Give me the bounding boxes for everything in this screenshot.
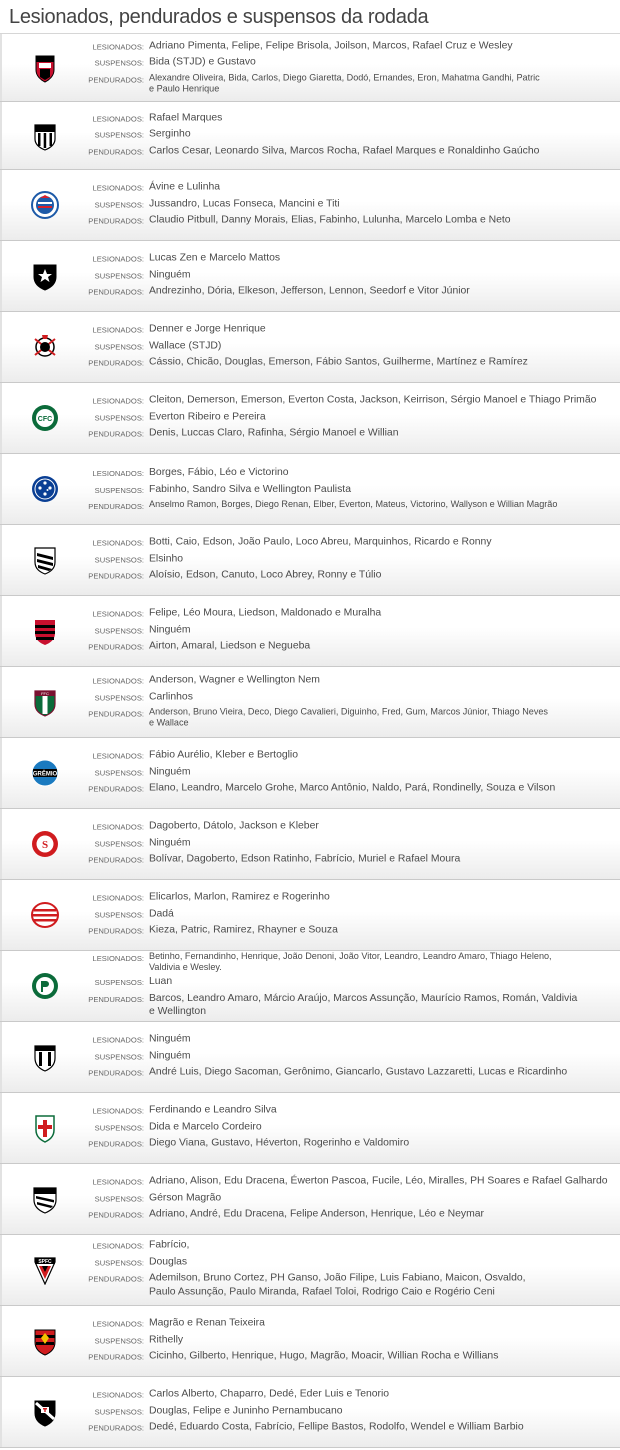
warned-line <box>0 1420 620 1437</box>
warned-label: PENDURADOS: <box>88 146 144 156</box>
injured-label: LESIONADOS: <box>92 396 144 406</box>
team-status-lines <box>0 393 620 443</box>
suspended-players: Carlinhos <box>149 691 193 702</box>
team-row <box>0 1235 620 1306</box>
suspended-line <box>0 197 620 214</box>
injured-label: LESIONADOS: <box>92 953 144 963</box>
team-row <box>0 1093 620 1164</box>
warned-line <box>0 499 620 512</box>
team-row <box>0 312 620 383</box>
suspended-players: Gérson Magrão <box>149 1191 222 1203</box>
injured-players: Borges, Fábio, Léo e Victorino <box>149 467 289 478</box>
suspended-line <box>0 268 620 285</box>
suspended-players: Serginho <box>149 128 191 140</box>
suspended-players: Fabinho, Sandro Silva e Wellington Paulista <box>149 483 351 495</box>
warned-line <box>0 852 620 869</box>
suspended-line <box>0 907 620 924</box>
team-status-lines <box>0 180 620 230</box>
suspended-label: SUSPENSOS: <box>94 58 144 68</box>
suspended-line <box>0 339 620 356</box>
suspended-players: Dadá <box>149 907 174 919</box>
warned-label: PENDURADOS: <box>88 855 144 865</box>
warned-players: Barcos, Leandro Amaro, Márcio Araújo, Marcos Assunção, Maurício Ramos, Román, Valdivia e Wellington <box>149 992 578 1017</box>
warned-line <box>0 144 620 161</box>
injured-players: Lucas Zen e Marcelo Mattos <box>149 252 281 264</box>
warned-label: PENDURADOS: <box>88 1423 144 1433</box>
warned-label: PENDURADOS: <box>88 429 144 439</box>
suspended-label: SUSPENSOS: <box>94 554 144 564</box>
injured-players: Anderson, Wagner e Wellington Nem <box>149 674 320 686</box>
injured-line <box>0 180 620 197</box>
injured-label: LESIONADOS: <box>92 609 144 619</box>
warned-line <box>0 781 620 798</box>
injured-line <box>0 39 620 56</box>
injured-players: Botti, Caio, Edson, João Paulo, Loco Abreu, Marquinhos, Ricardo e Ronny <box>149 536 492 548</box>
injured-label: LESIONADOS: <box>92 469 144 478</box>
svg-text:SPFC: SPFC <box>38 1259 52 1265</box>
suspended-players: Ninguém <box>149 765 191 777</box>
injured-players: Felipe, Léo Moura, Liedson, Maldonado e Muralha <box>149 607 382 619</box>
warned-players: Cássio, Chicão, Douglas, Emerson, Fábio Santos, Guilherme, Martínez e Ramírez <box>149 356 528 368</box>
warned-players: Airton, Amaral, Liedson e Negueba <box>149 640 311 652</box>
suspended-label: SUSPENSOS: <box>94 838 144 848</box>
suspended-line <box>0 1049 620 1066</box>
warned-players: Adriano, André, Edu Dracena, Felipe Anderson, Henrique, Léo e Neymar <box>149 1208 485 1220</box>
suspended-players: Ninguém <box>149 836 191 848</box>
team-status-lines <box>0 251 620 301</box>
warned-label: PENDURADOS: <box>88 1352 144 1362</box>
injured-label: LESIONADOS: <box>92 113 144 123</box>
suspended-players: Ninguém <box>149 623 191 635</box>
injured-players: Elicarlos, Marlon, Ramirez e Rogerinho <box>149 891 330 903</box>
warned-line <box>0 426 620 443</box>
team-row <box>0 880 620 951</box>
warned-players: Carlos Cesar, Leonardo Silva, Marcos Rocha, Rafael Marques e Ronaldinho Gaúcho <box>149 144 540 156</box>
suspended-label: SUSPENSOS: <box>94 485 144 495</box>
suspended-line <box>0 410 620 427</box>
suspended-line <box>0 127 620 144</box>
team-row <box>0 241 620 312</box>
warned-label: PENDURADOS: <box>88 642 144 652</box>
injured-line <box>0 322 620 339</box>
suspended-label: SUSPENSOS: <box>94 130 144 140</box>
suspended-line <box>0 1120 620 1137</box>
warned-label: PENDURADOS: <box>88 926 144 936</box>
warned-players: Aloísio, Edson, Canuto, Loco Abrey, Ronny e Túlio <box>149 569 382 581</box>
injured-players: Cleiton, Demerson, Emerson, Everton Costa, Jackson, Keirrison, Sérgio Manoel e Thiago Primão <box>149 394 597 406</box>
warned-players: Elano, Leandro, Marcelo Grohe, Marco Antônio, Naldo, Pará, Rondinelly, Souza e Vilson <box>149 782 556 794</box>
injured-players: Fábio Aurélio, Kleber e Bertoglio <box>149 749 299 761</box>
warned-line <box>0 923 620 940</box>
team-status-lines <box>0 890 620 940</box>
suspended-line <box>0 1191 620 1208</box>
warned-line <box>0 1272 620 1302</box>
svg-text:GRÊMIO: GRÊMIO <box>32 771 58 778</box>
team-status-lines <box>0 39 620 96</box>
warned-label: PENDURADOS: <box>88 502 144 511</box>
warned-label: PENDURADOS: <box>88 287 144 297</box>
warned-players: Andrezinho, Dória, Elkeson, Jefferson, Lennon, Seedorf e Vitor Júnior <box>149 285 470 297</box>
suspended-line <box>0 1255 620 1272</box>
team-row <box>0 454 620 525</box>
injured-label: LESIONADOS: <box>92 1241 144 1251</box>
warned-label: PENDURADOS: <box>88 216 144 226</box>
injured-label: LESIONADOS: <box>92 751 144 761</box>
suspended-label: SUSPENSOS: <box>94 270 144 280</box>
injured-line <box>0 748 620 765</box>
injured-players: Adriano, Alison, Edu Dracena, Éwerton Pascoa, Fucile, Léo, Miralles, PH Soares e Rafael Galhardo <box>149 1175 608 1187</box>
warned-line <box>0 991 620 1021</box>
team-status-lines <box>0 951 620 1022</box>
warned-label: PENDURADOS: <box>88 75 144 84</box>
injured-line <box>0 1174 620 1191</box>
warned-players: Cicinho, Gilberto, Henrique, Hugo, Magrão, Moacir, Willian Rocha e Willians <box>149 1350 499 1362</box>
team-status-lines <box>0 1316 620 1366</box>
warned-line <box>0 72 620 96</box>
suspended-players: Douglas, Felipe e Juninho Pernambucano <box>149 1404 343 1416</box>
suspended-players: Ninguém <box>149 1049 191 1061</box>
suspended-label: SUSPENSOS: <box>94 767 144 777</box>
injured-label: LESIONADOS: <box>92 1106 144 1116</box>
team-status-lines <box>0 111 620 161</box>
suspended-line <box>0 1333 620 1350</box>
injured-label: LESIONADOS: <box>92 254 144 264</box>
warned-players: Bolívar, Dagoberto, Edson Ratinho, Fabrício, Muriel e Rafael Moura <box>149 853 461 865</box>
warned-line <box>0 1065 620 1082</box>
suspended-line <box>0 765 620 782</box>
team-status-lines <box>0 1032 620 1082</box>
injured-players: Rafael Marques <box>149 111 223 123</box>
team-row <box>0 1377 620 1448</box>
warned-line <box>0 284 620 301</box>
suspended-label: SUSPENSOS: <box>94 909 144 919</box>
suspended-label: SUSPENSOS: <box>94 1193 144 1203</box>
injured-label: LESIONADOS: <box>92 676 144 686</box>
warned-line <box>0 1136 620 1153</box>
warned-players: Anselmo Ramon, Borges, Diego Renan, Elber, Everton, Mateus, Victorino, Wallyson e Willian Magrão <box>149 499 558 509</box>
suspended-line <box>0 56 620 73</box>
injured-line <box>0 890 620 907</box>
team-row <box>0 1022 620 1093</box>
page-title: Lesionados, pendurados e suspensos da rodada <box>0 0 620 34</box>
injured-players: Denner e Jorge Henrique <box>149 323 266 335</box>
warned-label: PENDURADOS: <box>88 709 144 719</box>
injured-label: LESIONADOS: <box>92 893 144 903</box>
warned-players: Denis, Luccas Claro, Rafinha, Sérgio Manoel e Willian <box>149 427 399 439</box>
suspended-players: Ninguém <box>149 268 191 280</box>
injured-line <box>0 393 620 410</box>
suspended-line <box>0 690 620 707</box>
team-status-lines <box>0 606 620 656</box>
suspended-label: SUSPENSOS: <box>94 1406 144 1416</box>
injured-label: LESIONADOS: <box>92 538 144 548</box>
suspended-line <box>0 1404 620 1421</box>
suspended-label: SUSPENSOS: <box>94 625 144 635</box>
suspended-label: SUSPENSOS: <box>94 412 144 422</box>
warned-players: Diego Viana, Gustavo, Héverton, Rogerinho e Valdomiro <box>149 1137 410 1149</box>
injured-line <box>0 606 620 623</box>
warned-players: Kieza, Patric, Ramirez, Rhayner e Souza <box>149 924 338 936</box>
team-status-lines <box>0 466 620 512</box>
injured-line <box>0 1239 620 1256</box>
injured-players: Dagoberto, Dátolo, Jackson e Kleber <box>149 820 319 832</box>
svg-text:FFC: FFC <box>41 691 49 696</box>
suspended-label: SUSPENSOS: <box>94 977 144 987</box>
injured-players: Ávine e Lulinha <box>149 181 221 193</box>
suspended-line <box>0 623 620 640</box>
team-row <box>0 1164 620 1235</box>
team-row <box>0 102 620 170</box>
warned-line <box>0 1207 620 1224</box>
injured-players: Adriano Pimenta, Felipe, Felipe Brisola, Joilson, Marcos, Rafael Cruz e Wesley <box>149 40 513 51</box>
warned-players: Alexandre Oliveira, Bida, Carlos, Diego Giaretta, Dodó, Ernandes, Eron, Mahatma Gandhi, Patric e Paulo Henrique <box>149 72 540 93</box>
injured-label: LESIONADOS: <box>92 325 144 335</box>
warned-label: PENDURADOS: <box>88 1068 144 1078</box>
suspended-line <box>0 552 620 569</box>
warned-label: PENDURADOS: <box>88 571 144 581</box>
warned-players: Ademilson, Bruno Cortez, PH Ganso, João Filipe, Luis Fabiano, Maicon, Osvaldo, Paulo Assunção, Paulo Miranda, Rafael Toloi, Rodrigo Caio e Rogério Ceni <box>149 1272 526 1297</box>
suspended-players: Wallace (STJD) <box>149 339 222 351</box>
injured-line <box>0 466 620 483</box>
suspended-players: Elsinho <box>149 552 184 564</box>
injured-label: LESIONADOS: <box>92 1390 144 1400</box>
suspended-label: SUSPENSOS: <box>94 1258 144 1267</box>
injured-players: Betinho, Fernandinho, Henrique, João Denoni, João Vitor, Leandro, Leandro Amaro, Thiago Heleno, Valdivia e Wesley. <box>149 950 552 972</box>
warned-players: Claudio Pitbull, Danny Morais, Elias, Fabinho, Lulunha, Marcelo Lomba e Neto <box>149 214 511 226</box>
injured-line <box>0 1316 620 1333</box>
suspended-label: SUSPENSOS: <box>94 1122 144 1132</box>
injured-label: LESIONADOS: <box>92 1035 144 1045</box>
team-status-lines <box>0 535 620 585</box>
team-list <box>0 34 620 1448</box>
suspended-players: Dida e Marcelo Cordeiro <box>149 1120 262 1132</box>
suspended-label: SUSPENSOS: <box>94 199 144 209</box>
suspended-players: Douglas <box>149 1256 188 1267</box>
team-row <box>0 809 620 880</box>
team-status-lines <box>0 1174 620 1224</box>
suspended-line <box>0 836 620 853</box>
team-status-lines <box>0 1387 620 1437</box>
suspended-players: Jussandro, Lucas Fonseca, Mancini e Titi <box>149 197 340 209</box>
injured-line <box>0 111 620 128</box>
injured-line <box>0 251 620 268</box>
injured-label: LESIONADOS: <box>92 822 144 832</box>
team-status-lines <box>0 819 620 869</box>
warned-players: Anderson, Bruno Vieira, Deco, Diego Cavalieri, Diguinho, Fred, Gum, Marcos Júnior, Thiago Neves e Wallace <box>149 706 548 728</box>
svg-text:CFC: CFC <box>37 416 53 423</box>
injured-line <box>0 1387 620 1404</box>
warned-line <box>0 213 620 230</box>
warned-label: PENDURADOS: <box>88 1210 144 1220</box>
injured-players: Ferdinando e Leandro Silva <box>149 1104 277 1116</box>
warned-line <box>0 707 620 731</box>
injured-players: Magrão e Renan Teixeira <box>149 1317 265 1329</box>
warned-line <box>0 1349 620 1366</box>
team-row <box>0 34 620 102</box>
suspended-label: SUSPENSOS: <box>94 341 144 351</box>
injured-players: Carlos Alberto, Chaparro, Dedé, Eder Luis e Tenorio <box>149 1388 390 1400</box>
team-status-lines <box>0 1239 620 1302</box>
team-row <box>0 738 620 809</box>
svg-text:S: S <box>41 839 49 851</box>
injured-players: Ninguém <box>149 1033 191 1045</box>
team-row <box>0 170 620 241</box>
injured-line <box>0 1103 620 1120</box>
injured-label: LESIONADOS: <box>92 1319 144 1329</box>
warned-players: Dedé, Eduardo Costa, Fabrício, Fellipe Bastos, Rodolfo, Wendel e William Barbio <box>149 1421 524 1433</box>
team-status-lines <box>0 322 620 372</box>
suspended-line <box>0 483 620 500</box>
team-row <box>0 667 620 738</box>
warned-line <box>0 568 620 585</box>
suspended-label: SUSPENSOS: <box>94 693 144 702</box>
suspended-label: SUSPENSOS: <box>94 1335 144 1345</box>
team-status-lines <box>0 1103 620 1153</box>
injured-label: LESIONADOS: <box>92 1177 144 1187</box>
suspended-players: Bida (STJD) e Gustavo <box>149 56 256 68</box>
team-row <box>0 1306 620 1377</box>
team-row <box>0 383 620 454</box>
suspended-players: Luan <box>149 975 173 987</box>
team-row <box>0 951 620 1022</box>
injured-label: LESIONADOS: <box>92 42 144 51</box>
team-row <box>0 525 620 596</box>
warned-line <box>0 355 620 372</box>
suspended-players: Rithelly <box>149 1333 184 1345</box>
team-status-lines <box>0 674 620 731</box>
injured-line <box>0 951 620 975</box>
warned-line <box>0 639 620 656</box>
warned-players: André Luis, Diego Sacoman, Gerônimo, Giancarlo, Gustavo Lazzaretti, Lucas e Ricardinho <box>149 1066 568 1078</box>
team-row <box>0 596 620 667</box>
injured-players: Fabrício, <box>149 1239 190 1251</box>
team-status-lines <box>0 748 620 798</box>
warned-label: PENDURADOS: <box>88 994 144 1004</box>
warned-label: PENDURADOS: <box>88 784 144 794</box>
warned-label: PENDURADOS: <box>88 1274 144 1284</box>
injured-line <box>0 1032 620 1049</box>
warned-label: PENDURADOS: <box>88 358 144 368</box>
injured-line <box>0 535 620 552</box>
suspended-line <box>0 975 620 992</box>
warned-label: PENDURADOS: <box>88 1139 144 1149</box>
injured-line <box>0 674 620 691</box>
suspended-label: SUSPENSOS: <box>94 1051 144 1061</box>
suspended-players: Everton Ribeiro e Pereira <box>149 410 266 422</box>
injured-label: LESIONADOS: <box>92 183 144 193</box>
injured-line <box>0 819 620 836</box>
